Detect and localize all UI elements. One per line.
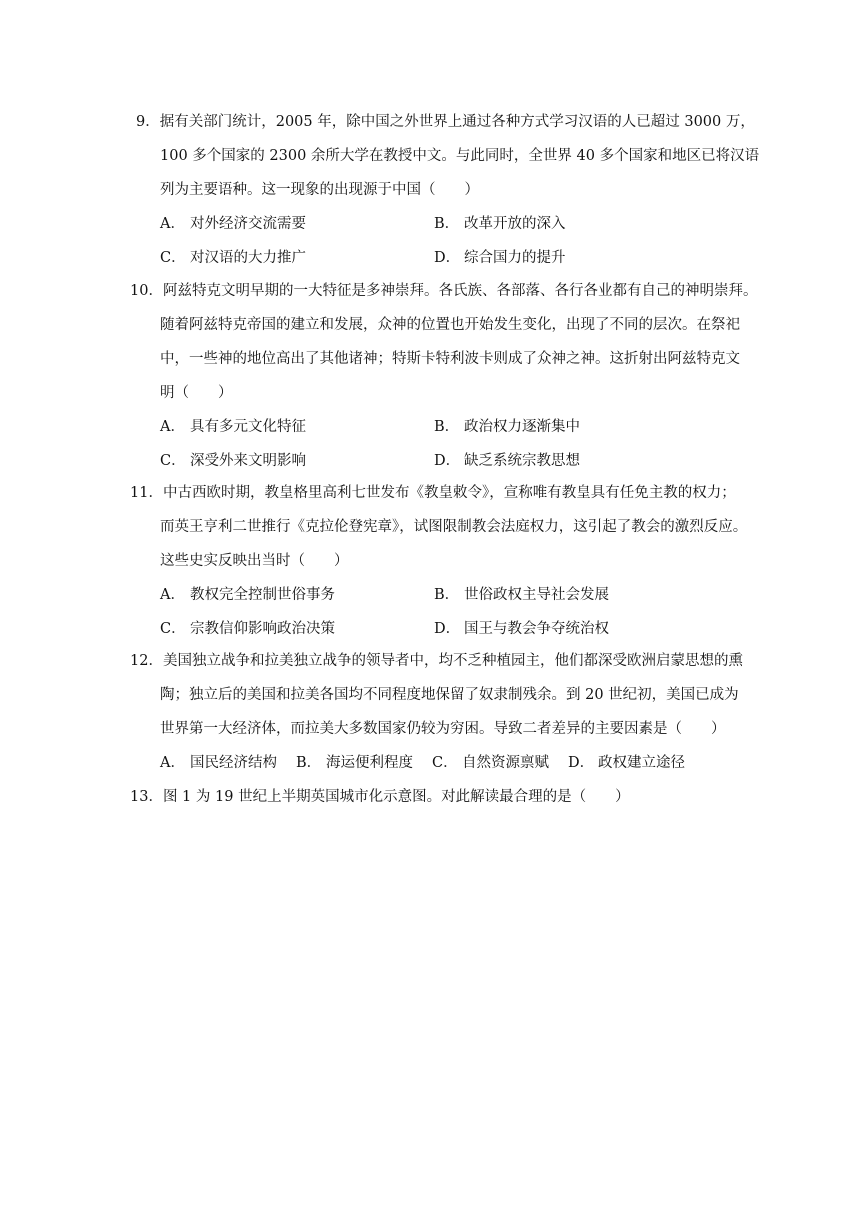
question-text-line: 陶；独立后的美国和拉美各国均不同程度地保留了奴隶制残余。到 20 世纪初，美国已成为 [160,687,739,703]
option-text: 深受外来文明影响 [190,453,306,469]
option-letter: C． [160,621,186,637]
question-10 [130,274,758,478]
option-letter: D． [434,621,461,637]
option-d [434,241,566,275]
option-letter: D． [434,250,461,266]
option-text: 具有多元文化特征 [190,419,306,435]
option-d [434,444,580,478]
question-text-line: 中，一些神的地位高出了其他诸神；特斯卡特利波卡则成了众神之神。这折射出阿兹特克文 [160,351,740,367]
option-letter: B． [434,587,460,603]
option-text: 国王与教会争夺统治权 [464,621,609,637]
question-12 [130,644,743,780]
option-b [434,207,566,241]
question-text-line: 世界第一大经济体，而拉美大多数国家仍较为穷困。导致二者差异的主要因素是（ ） [160,721,726,737]
option-letter: A． [160,419,185,435]
option-text: 教权完全控制世俗事务 [190,587,335,603]
question-text-line: 随着阿兹特克帝国的建立和发展，众神的位置也开始发生变化，出现了不同的层次。在祭祀 [160,317,740,333]
option-text: 对汉语的大力推广 [190,250,306,266]
option-text: 国民经济结构 [190,755,277,771]
option-b [434,578,609,612]
option-letter: B． [296,755,322,771]
options-row [136,241,736,275]
option-text: 宗教信仰影响政治决策 [190,621,335,637]
question-number: 10． [130,283,163,299]
options-row [130,444,730,478]
option-letter: D． [434,453,461,469]
option-letter: A． [160,216,185,232]
option-c [160,444,306,478]
options-row [130,410,730,444]
question-text-line: 100 多个国家的 2300 余所大学在教授中文。与此同时，全世界 40 多个国家和地区已将汉语 [160,148,760,164]
option-text: 综合国力的提升 [464,250,566,266]
question-text-line: 而英王亨利二世推行《克拉伦登宪章》，试图限制教会法庭权力，这引起了教会的激烈反应。 [160,519,748,535]
option-text: 改革开放的深入 [464,216,566,232]
option-b [434,410,580,444]
option-text: 对外经济交流需要 [190,216,306,232]
question-text-line: 中古西欧时期，教皇格里高利七世发布《教皇敕令》，宣称唯有教皇具有任免主教的权力； [162,485,736,501]
option-text: 自然资源禀赋 [462,755,549,771]
question-number: 13． [130,789,163,805]
option-text: 政治权力逐渐集中 [464,419,580,435]
option-c [160,241,306,275]
options-row [130,746,730,780]
option-a [160,410,306,444]
option-text: 海运便利程度 [326,755,413,771]
options-row [136,207,736,241]
question-11 [130,476,748,646]
question-13 [130,780,730,814]
question-text-line: 据有关部门统计，2005 年，除中国之外世界上通过各种方式学习汉语的人已超过 3000 万， [159,114,755,130]
option-letter: A． [160,587,185,603]
option-letter: B． [434,419,460,435]
option-letter: D． [568,755,595,771]
option-a [160,207,306,241]
question-text-line: 明（ ） [160,385,233,401]
question-text-line: 列为主要语种。这一现象的出现源于中国（ ） [160,182,479,198]
option-text: 缺乏系统宗教思想 [464,453,580,469]
question-text-line: 这些史实反映出当时（ ） [160,553,349,569]
question-text-line: 美国独立战争和拉美独立战争的领导者中，均不乏种植园主，他们都深受欧洲启蒙思想的熏 [162,653,743,669]
option-letter: C． [432,755,458,771]
question-text-line: 阿兹特克文明早期的一大特征是多神崇拜。各氏族、各部落、各行各业都有自己的神明崇拜。 [162,283,758,299]
question-number: 12． [130,653,163,669]
option-letter: C． [160,250,186,266]
options-row [130,578,730,612]
option-d [434,612,609,646]
option-text: 世俗政权主导社会发展 [464,587,609,603]
option-c [432,746,549,780]
question-9 [136,105,760,275]
option-letter: B． [434,216,460,232]
option-c [160,612,335,646]
question-number: 11． [130,485,163,501]
option-a [160,746,277,780]
options-row [130,612,730,646]
option-letter: C． [160,453,186,469]
question-text-line: 图 1 为 19 世纪上半期英国城市化示意图。对此解读最合理的是（ ） [162,789,630,805]
option-text: 政权建立途径 [598,755,685,771]
option-a [160,578,335,612]
option-letter: A． [160,755,185,771]
option-b [296,746,413,780]
question-number: 9． [136,114,160,130]
option-d [568,746,685,780]
